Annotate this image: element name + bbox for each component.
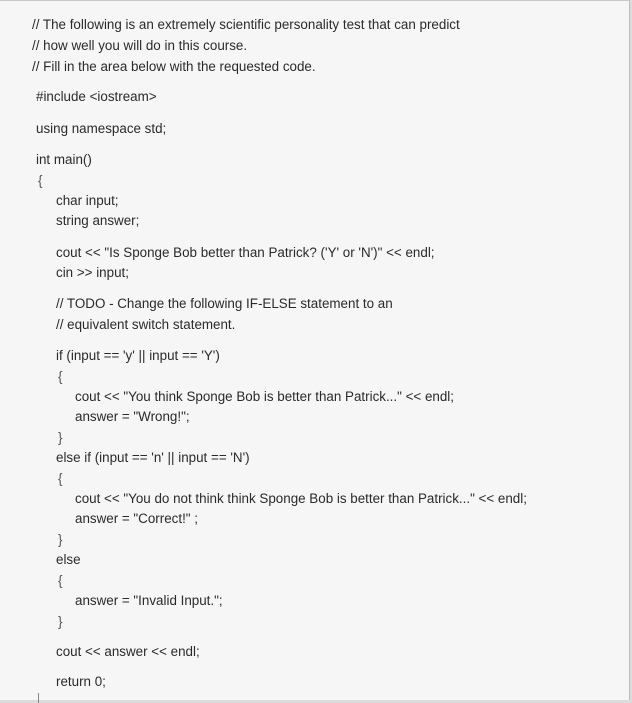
comment-line-1: // The following is an extremely scientific personality test that can predict (32, 17, 460, 32)
todo-comment-2: // equivalent switch statement. (56, 317, 236, 332)
main-open-brace: { (38, 173, 43, 188)
else-if-open-brace: { (58, 471, 63, 486)
return-statement: return 0; (56, 674, 106, 689)
cut-off-brace-mark (38, 693, 39, 703)
todo-comment-1: // TODO - Change the following IF-ELSE statement to an (56, 296, 393, 311)
else-answer: answer = "Invalid Input."; (75, 593, 223, 608)
comment-line-3: // Fill in the area below with the requested code. (32, 59, 316, 74)
cin-input: cin >> input; (56, 265, 129, 280)
else-if-close-brace: } (58, 532, 63, 547)
if-open-brace: { (58, 369, 63, 384)
include-directive: #include <iostream> (36, 89, 157, 104)
if-condition: if (input == 'y' || input == 'Y') (56, 348, 220, 363)
comment-line-2: // how well you will do in this course. (32, 38, 248, 53)
if-answer: answer = "Wrong!"; (75, 409, 190, 424)
cout-answer: cout << answer << endl; (56, 644, 200, 659)
else-if-answer: answer = "Correct!" ; (75, 511, 198, 526)
else-if-cout: cout << "You do not think think Sponge Bob is better than Patrick..." << endl; (75, 491, 527, 506)
cout-prompt: cout << "Is Sponge Bob better than Patrick? ('Y' or 'N')" << endl; (56, 245, 435, 260)
else-close-brace: } (58, 614, 63, 629)
main-signature: int main() (36, 152, 92, 167)
else-keyword: else (56, 552, 81, 567)
declare-answer: string answer; (56, 213, 140, 228)
else-if-condition: else if (input == 'n' || input == 'N') (56, 450, 250, 465)
if-close-brace: } (58, 430, 63, 445)
declare-input: char input; (56, 193, 119, 208)
using-namespace: using namespace std; (36, 121, 167, 136)
if-cout: cout << "You think Sponge Bob is better than Patrick..." << endl; (75, 389, 454, 404)
else-open-brace: { (58, 573, 63, 588)
